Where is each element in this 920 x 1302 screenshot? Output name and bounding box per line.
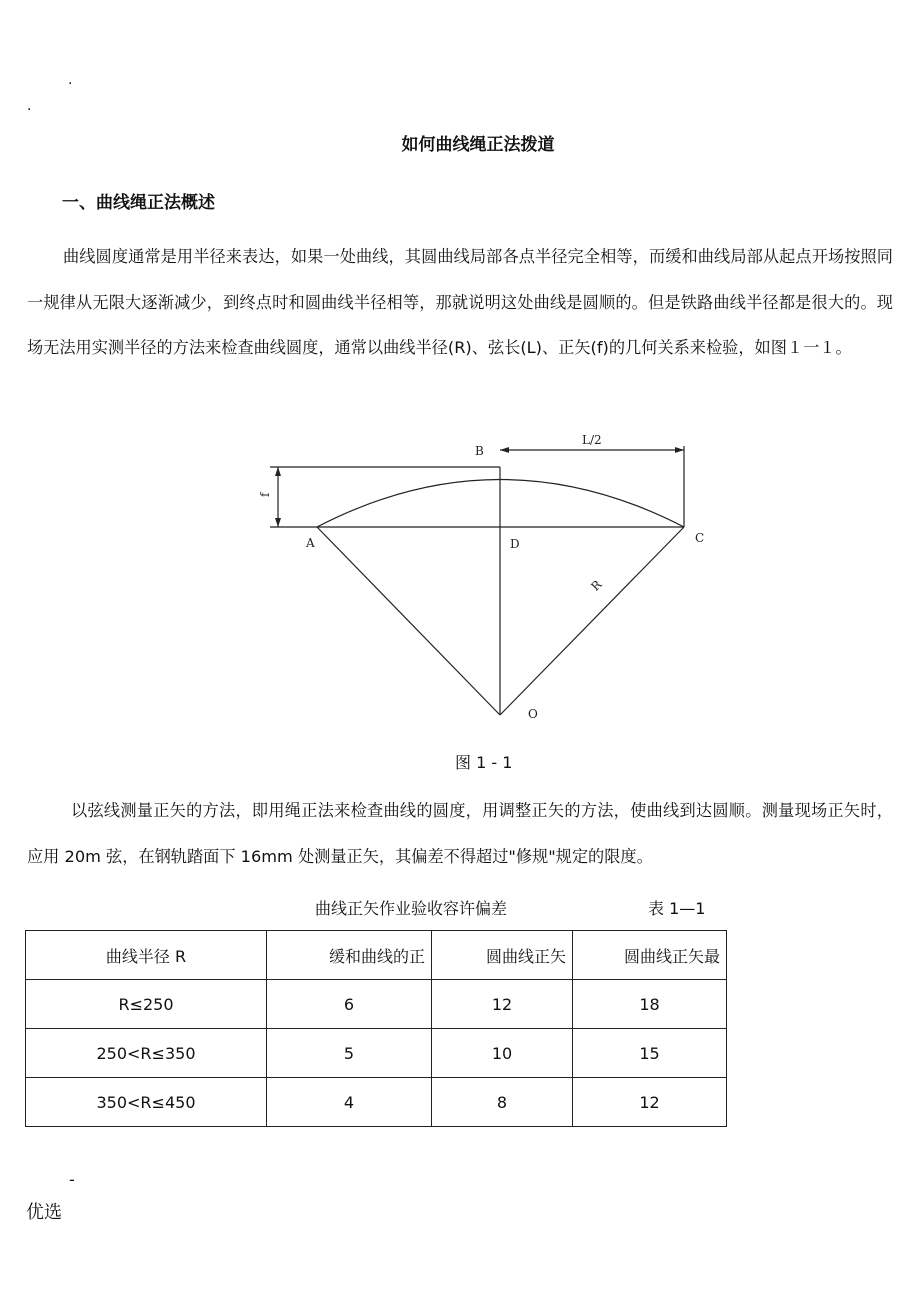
header-circular: 圆曲线正矢: [432, 931, 573, 980]
footer-label: 优选: [26, 1202, 62, 1223]
table-header-row: [26, 931, 727, 980]
table-row: [26, 1078, 727, 1127]
table-cell: 8: [432, 1078, 573, 1127]
table-number: 表 1—1: [648, 899, 706, 918]
table-cell: 5: [267, 1029, 432, 1078]
table-cell: 350<R≤450: [26, 1078, 267, 1127]
paragraph-intro: 曲线圆度通常是用半径来表达，如果一处曲线，其圆曲线局部各点半径完全相等，而缓和曲线局部从起点开场按照同一规律从无限大逐渐减少，到终点时和圆曲线半径相等，那就说明这处曲线是圆顺的。但是铁路曲线半径都是很大的。现场无法用实测半径的方法来检查曲线圆度，通常以曲线半径(R)、弦长(L)、正矢(f)的几何关系来检验，如图１一１。: [27, 247, 893, 357]
table-cell: 250<R≤350: [26, 1029, 267, 1078]
label-c: C: [695, 531, 705, 545]
curve-figure: [240, 432, 720, 732]
footer-dash: -: [69, 1170, 75, 1189]
paragraph-measure: 以弦线测量正矢的方法，即用绳正法来检查曲线的圆度，用调整正矢的方法，使曲线到达圆顺。测量现场正矢时，应用 20m 弦，在钢轨踏面下 16mm 处测量正矢，其偏差不得超过"修规"规定的限度。: [27, 801, 893, 866]
label-d: D: [510, 537, 520, 551]
arrow-head-f-top: [275, 467, 281, 476]
table-caption: 曲线正矢作业验收容许偏差: [315, 899, 508, 918]
figure-caption: 图 1 - 1: [455, 753, 513, 772]
header-dot: .: [68, 72, 73, 88]
radius-line-c: [500, 527, 684, 715]
table-cell: 4: [267, 1078, 432, 1127]
arrow-head-f-bottom: [275, 518, 281, 527]
header-radius: 曲线半径 R: [26, 931, 267, 980]
table-cell: 15: [573, 1029, 727, 1078]
header-dot-left: .: [27, 98, 32, 114]
table-cell: 10: [432, 1029, 573, 1078]
table-cell: 12: [432, 980, 573, 1029]
header-circular-max: 圆曲线正矢最: [573, 931, 727, 980]
tolerance-table: [25, 930, 727, 1127]
label-half-chord: L/2: [582, 433, 602, 447]
table-cell: 12: [573, 1078, 727, 1127]
arrow-head-l-right: [675, 447, 684, 453]
page-title: 如何曲线绳正法拨道: [401, 135, 555, 155]
label-b: B: [475, 444, 484, 458]
section-heading: 一、曲线绳正法概述: [62, 193, 215, 213]
label-r: R: [588, 577, 605, 594]
label-o: O: [528, 707, 538, 721]
table-row: [26, 980, 727, 1029]
label-a: A: [306, 536, 315, 550]
table-row: [26, 1029, 727, 1078]
header-transition: 缓和曲线的正: [267, 931, 432, 980]
label-f: f: [258, 492, 272, 497]
table-cell: 6: [267, 980, 432, 1029]
arrow-head-l-left: [500, 447, 509, 453]
radius-line-a: [317, 527, 500, 715]
table-cell: R≤250: [26, 980, 267, 1029]
table-cell: 18: [573, 980, 727, 1029]
